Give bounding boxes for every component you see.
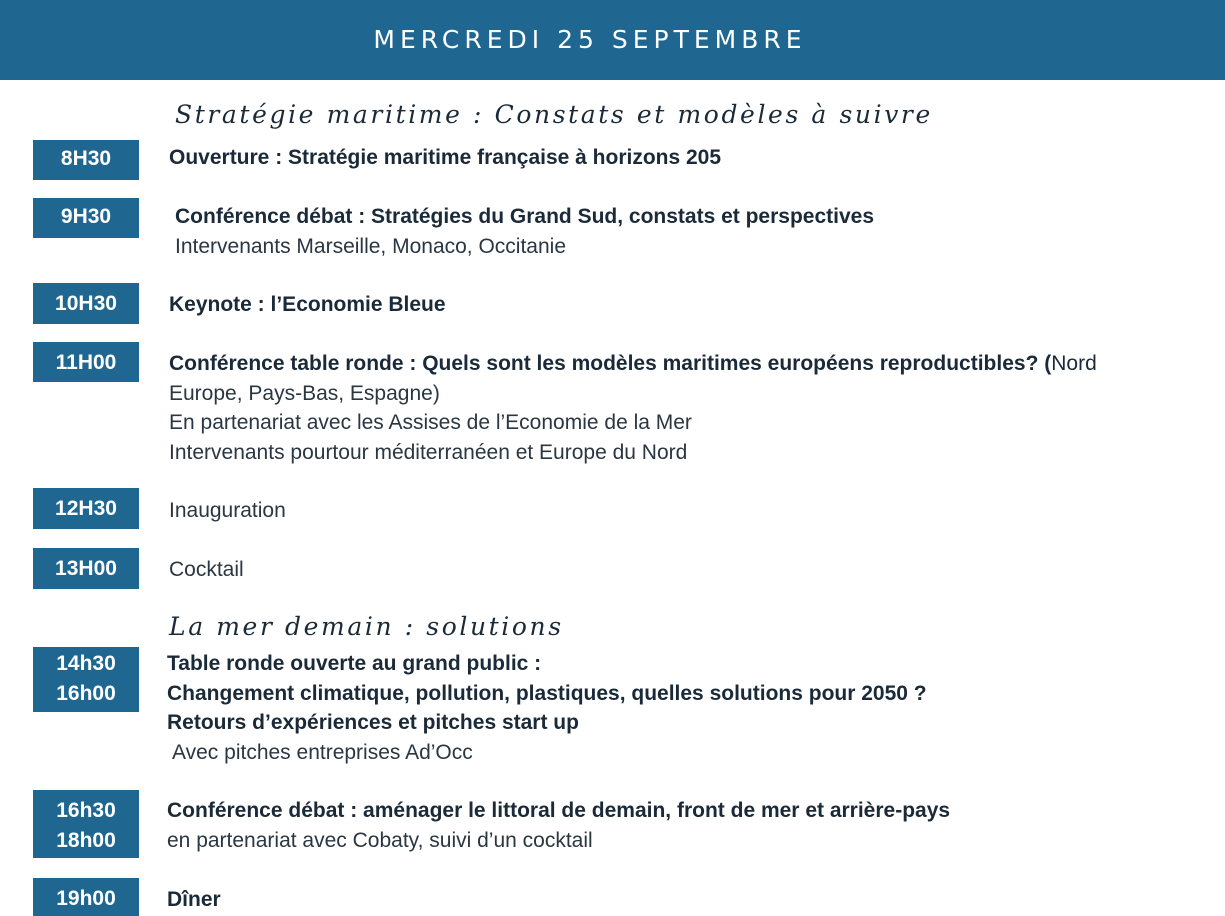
schedule-entry: [167, 649, 927, 767]
entry-title: Conférence débat : Stratégies du Grand Sud, constats et perspectives: [175, 205, 875, 228]
entry-title: [169, 349, 1209, 379]
schedule-entry: [167, 796, 950, 855]
entry-title: Cocktail: [169, 558, 244, 581]
entry-detail: Europe, Pays-Bas, Espagne): [169, 381, 440, 405]
time-badge: [33, 198, 139, 238]
section-title: La mer demain : solutions: [169, 612, 564, 641]
section-title: Stratégie maritime : Constats et modèles à suivre: [175, 100, 933, 129]
time-label: 12H30: [55, 497, 117, 520]
time-label: 8H30: [60, 147, 112, 170]
schedule-entry: [169, 496, 286, 526]
entry-title: Changement climatique, pollution, plastiques, quelles solutions pour 2050 ?: [167, 681, 927, 705]
entry-detail: en partenariat avec Cobaty, suivi d’un cocktail: [167, 828, 593, 852]
time-label: 14h30: [56, 652, 116, 675]
schedule-entry: [169, 143, 721, 173]
time-label: 18h00: [56, 828, 116, 852]
entry-detail: Intervenants pourtour méditerranéen et Europe du Nord: [169, 440, 688, 464]
entry-title: Retours d’expériences et pitches start up: [167, 711, 579, 734]
time-label: 16h00: [56, 681, 116, 705]
entry-title: Inauguration: [169, 499, 286, 522]
entry-title-text: Conférence table ronde : Quels sont les modèles maritimes européens reproductibles? (: [169, 352, 1052, 375]
entry-title: Keynote : l’Economie Bleue: [169, 293, 446, 316]
entry-title: Conférence débat : aménager le littoral de demain, front de mer et arrière-pays: [167, 799, 951, 822]
time-badge: [33, 790, 139, 858]
entry-detail: Intervenants Marseille, Monaco, Occitanie: [175, 234, 567, 258]
header-banner: [0, 0, 1225, 80]
time-badge: [33, 488, 139, 529]
schedule-entry: [167, 885, 221, 915]
time-label: 16h30: [56, 799, 116, 822]
entry-detail: En partenariat avec les Assises de l’Economie de la Mer: [169, 411, 692, 434]
time-badge: [33, 283, 139, 324]
time-label: 19h00: [56, 887, 116, 910]
entry-title: Table ronde ouverte au grand public :: [167, 652, 542, 675]
schedule-entry: [169, 555, 244, 585]
time-label: 13H00: [55, 557, 117, 580]
time-badge: [33, 878, 139, 916]
time-label: 11H00: [55, 351, 117, 374]
time-badge: [33, 548, 139, 589]
schedule-entry: [169, 290, 446, 320]
time-badge: [33, 342, 139, 382]
schedule-entry: [169, 349, 1209, 467]
entry-title: Dîner: [167, 888, 221, 911]
schedule-entry: [175, 202, 874, 261]
entry-detail: Avec pitches entreprises Ad’Occ: [172, 740, 473, 764]
time-label: 9H30: [60, 205, 112, 228]
page-title: MERCREDI 25 SEPTEMBRE: [373, 25, 807, 54]
time-badge: [33, 140, 139, 180]
time-label: 10H30: [55, 292, 117, 315]
entry-title: Ouverture : Stratégie maritime française à horizons 205: [169, 146, 722, 169]
entry-title-tail: Nord: [1051, 352, 1097, 375]
time-badge: [33, 647, 139, 712]
